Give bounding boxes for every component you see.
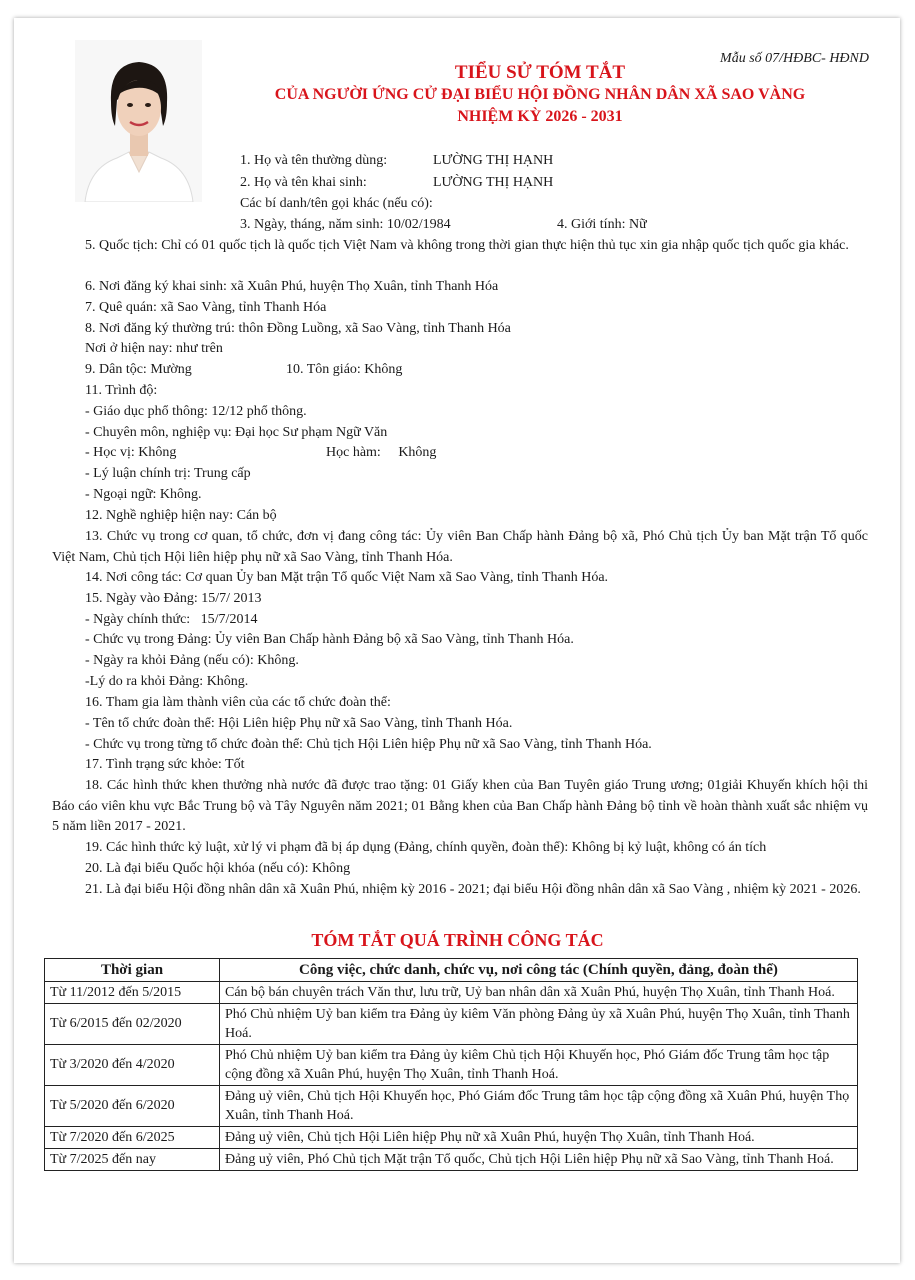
field-3: 3. Ngày, tháng, năm sinh: 10/02/1984 (240, 217, 451, 232)
field-6: 6. Nơi đăng ký khai sinh: xã Xuân Phú, huyện Thọ Xuân, tỉnh Thanh Hóa (85, 279, 499, 294)
work-history-title: TÓM TẮT QUÁ TRÌNH CÔNG TÁC (311, 930, 604, 950)
row-description: Đảng uỷ viên, Phó Chủ tịch Mặt trận Tổ quốc, Chủ tịch Hội Liên hiệp Phụ nữ xã Sao Vàng, tỉnh Thanh Hoá. (220, 1149, 858, 1171)
field-2-label: 2. Họ và tên khai sinh: (240, 175, 367, 190)
row-time: Từ 7/2020 đến 6/2025 (45, 1127, 220, 1149)
field-20: 20. Là đại biểu Quốc hội khóa (nếu có): Không (85, 861, 351, 876)
table-row (45, 982, 858, 1004)
field-16: 16. Tham gia làm thành viên của các tổ chức đoàn thể: (85, 695, 391, 710)
field-14: 14. Nơi công tác: Cơ quan Ủy ban Mặt trận Tổ quốc Việt Nam xã Sao Vàng, tỉnh Thanh Hóa. (85, 570, 609, 585)
row-time: Từ 3/2020 đến 4/2020 (45, 1045, 220, 1086)
document-title: TIỂU SỬ TÓM TẮT (454, 62, 626, 83)
field-official-date: - Ngày chính thức: 15/7/2014 (85, 612, 258, 627)
field-alias: Các bí danh/tên gọi khác (nếu có): (240, 196, 433, 211)
row-description: Phó Chủ nhiệm Uỷ ban kiểm tra Đảng ủy kiêm Chủ tịch Hội Khuyến học, Phó Giám đốc Trung tâm học tập cộng đồng xã Xuân Phú, huyện Thọ Xuân, tỉnh Thanh Hoá. (220, 1045, 858, 1086)
field-academic-title: Học hàm: Không (326, 445, 437, 460)
column-header-time: Thời gian (45, 959, 220, 982)
table-row (45, 1045, 858, 1086)
row-description: Cán bộ bán chuyên trách Văn thư, lưu trữ, Uỷ ban nhân dân xã Xuân Phú, huyện Thọ Xuân, tỉnh Thanh Hoá. (220, 982, 858, 1004)
field-19: 19. Các hình thức kỷ luật, xử lý vi phạm đã bị áp dụng (Đảng, chính quyền, đoàn thể): Không bị kỷ luật, không có án tích (85, 840, 767, 855)
field-leave-date: - Ngày ra khỏi Đảng (nếu có): Không. (85, 653, 299, 668)
row-description: Phó Chủ nhiệm Uỷ ban kiểm tra Đảng ủy kiêm Văn phòng Đảng ủy xã Xuân Phú, huyện Thọ Xuân, tỉnh Thanh Hoá. (220, 1004, 858, 1045)
row-description: Đảng uỷ viên, Chủ tịch Hội Khuyến học, Phó Giám đốc Trung tâm học tập cộng đồng xã Xuân Phú, huyện Thọ Xuân, tỉnh Thanh Hoá. (220, 1086, 858, 1127)
row-time: Từ 6/2015 đến 02/2020 (45, 1004, 220, 1045)
row-description: Đảng uỷ viên, Chủ tịch Hội Liên hiệp Phụ nữ xã Xuân Phú, huyện Thọ Xuân, tỉnh Thanh Hoá. (220, 1127, 858, 1149)
field-15: 15. Ngày vào Đảng: 15/7/ 2013 (85, 591, 262, 606)
field-degree: - Học vị: Không (85, 445, 177, 460)
field-12: 12. Nghề nghiệp hiện nay: Cán bộ (85, 508, 277, 523)
table-header-row (45, 959, 858, 982)
field-10: 10. Tôn giáo: Không (286, 362, 403, 377)
field-leave-reason: -Lý do ra khỏi Đảng: Không. (85, 674, 249, 689)
field-5: 5. Quốc tịch: Chỉ có 01 quốc tịch là quốc tịch Việt Nam và không trong thời gian thực hiện thủ tục xin gia nhập quốc tịch quốc gia khác. (85, 238, 849, 253)
field-political-theory: - Lý luận chính trị: Trung cấp (85, 466, 251, 481)
field-8: 8. Nơi đăng ký thường trú: thôn Đồng Luồng, xã Sao Vàng, tỉnh Thanh Hóa (85, 321, 511, 336)
field-party-position: - Chức vụ trong Đảng: Ủy viên Ban Chấp hành Đảng bộ xã Sao Vàng, tỉnh Thanh Hóa. (85, 632, 574, 647)
table-row (45, 1127, 858, 1149)
row-time: Từ 11/2012 đến 5/2015 (45, 982, 220, 1004)
field-foreign-language: - Ngoại ngữ: Không. (85, 487, 202, 502)
field-13: 13. Chức vụ trong cơ quan, tổ chức, đơn vị đang công tác: Ủy viên Ban Chấp hành Đảng bộ xã, Phó Chủ tịch Ủy ban Mặt trận Tổ quốc Việt Nam, Chủ tịch Hội liên hiệp phụ nữ xã Sao Vàng, tỉnh Thanh Hóa. (52, 529, 868, 565)
field-major: - Chuyên môn, nghiệp vụ: Đại học Sư phạm Ngữ Văn (85, 425, 388, 440)
field-18: 18. Các hình thức khen thưởng nhà nước đã được trao tặng: 01 Giấy khen của Ban Tuyên giáo Trung ương; 01giải Khuyến khích hội thi Báo cáo viên khu vực Bắc Trung bộ và Tây Nguyên năm 2021; 01 Bằng khen của Ban Chấp hành Đảng bộ tỉnh về hoàn thành xuất sắc nhiệm vụ 5 năm liền 2017 - 2021. (52, 778, 868, 834)
field-residence: Nơi ở hiện nay: như trên (85, 341, 223, 356)
table-row (45, 1086, 858, 1127)
document-subtitle: CỦA NGƯỜI ỨNG CỬ ĐẠI BIỂU HỘI ĐỒNG NHÂN DÂN XÃ SAO VÀNG (274, 86, 806, 103)
table-row (45, 1004, 858, 1045)
field-1-label: 1. Họ và tên thường dùng: (240, 153, 388, 168)
field-11: 11. Trình độ: (85, 383, 158, 398)
field-org-name: - Tên tổ chức đoàn thể: Hội Liên hiệp Phụ nữ xã Sao Vàng, tỉnh Thanh Hóa. (85, 716, 513, 731)
field-9: 9. Dân tộc: Mường (85, 362, 192, 377)
field-7: 7. Quê quán: xã Sao Vàng, tỉnh Thanh Hóa (85, 300, 327, 315)
column-header-description: Công việc, chức danh, chức vụ, nơi công tác (Chính quyền, đảng, đoàn thể) (220, 959, 858, 982)
term-title: NHIỆM KỲ 2026 - 2031 (457, 108, 623, 125)
table-row (45, 1149, 858, 1171)
field-2-value: LƯỜNG THỊ HẠNH (433, 175, 554, 190)
field-21: 21. Là đại biểu Hội đồng nhân dân xã Xuân Phú, nhiệm kỳ 2016 - 2021; đại biểu Hội đồng nhân dân xã Sao Vàng , nhiệm kỳ 2021 - 2026. (85, 882, 861, 897)
title-block (230, 62, 850, 128)
field-1-value: LƯỜNG THỊ HẠNH (433, 153, 554, 168)
work-history-table (44, 958, 858, 1171)
field-17: 17. Tình trạng sức khỏe: Tốt (85, 757, 245, 772)
field-org-position: - Chức vụ trong từng tổ chức đoàn thể: Chủ tịch Hội Liên hiệp Phụ nữ xã Sao Vàng, tỉnh Thanh Hóa. (85, 737, 652, 752)
form-code: Mẫu số 07/HĐBC- HĐND (720, 51, 869, 66)
portrait-photo (75, 40, 202, 202)
row-time: Từ 7/2025 đến nay (45, 1149, 220, 1171)
field-4: 4. Giới tính: Nữ (557, 217, 647, 232)
row-time: Từ 5/2020 đến 6/2020 (45, 1086, 220, 1127)
field-education: - Giáo dục phổ thông: 12/12 phổ thông. (85, 404, 307, 419)
